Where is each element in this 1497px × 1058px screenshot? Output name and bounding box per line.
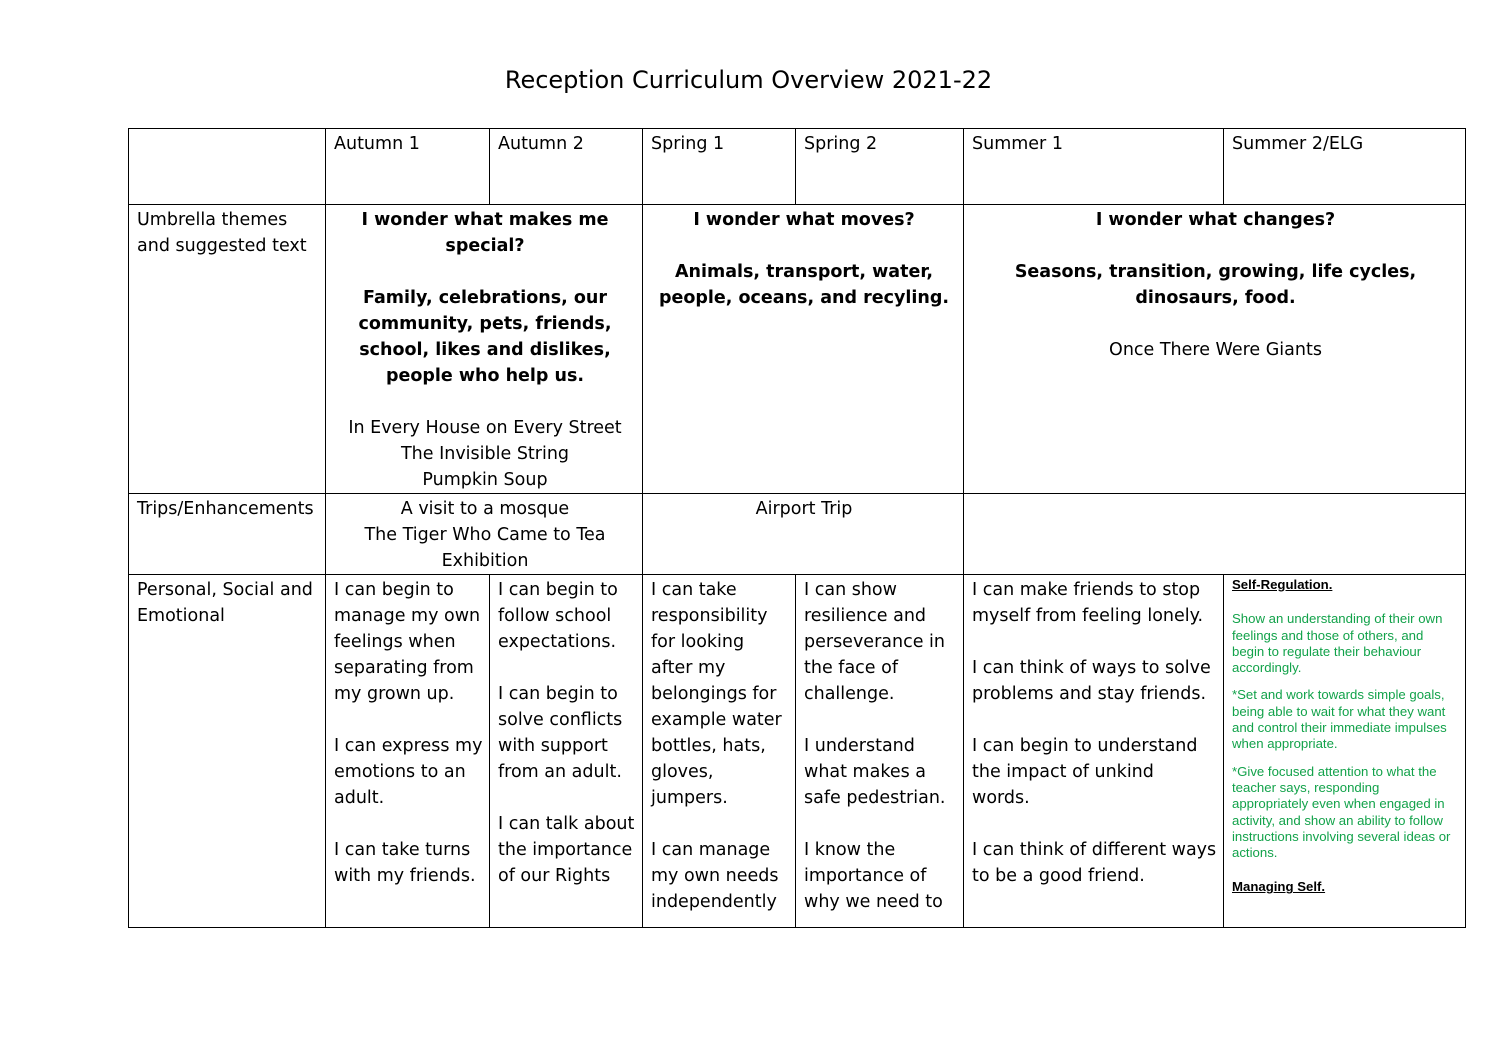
autumn-text: Pumpkin Soup: [422, 470, 548, 490]
pse-spring-2: [796, 575, 964, 928]
spring-question: I wonder what moves?: [693, 210, 915, 230]
header-autumn-2: Autumn 2: [490, 129, 643, 205]
header-spring-1: Spring 1: [643, 129, 796, 205]
statement: I can begin to follow school expectations.: [498, 580, 618, 652]
spring-topics: Animals, transport, water, people, oceans, and recyling.: [658, 262, 950, 308]
statement: I can begin to manage my own feelings when separating from my grown up.: [334, 580, 481, 704]
statement: I can take turns with my friends.: [334, 840, 476, 886]
elg-point: Show an understanding of their own feelings and those of others, and begin to regulate their behaviour accordingly.: [1232, 611, 1443, 676]
pse-autumn-2: [490, 575, 643, 928]
pse-autumn-1: [326, 575, 490, 928]
pse-summer-1: [964, 575, 1224, 928]
trip-item: A visit to a mosque: [400, 499, 570, 519]
trip-item: Airport Trip: [755, 499, 853, 519]
trips-spring: [643, 494, 964, 575]
statement: I can manage my own needs independently: [651, 840, 779, 912]
page-title: Reception Curriculum Overview 2021-22: [504, 66, 993, 94]
elg-heading: Managing Self.: [1232, 879, 1326, 895]
statement: I can talk about the importance of our Rights: [498, 814, 635, 886]
header-row: [129, 129, 1466, 205]
elg-heading: Self-Regulation.: [1232, 577, 1333, 592]
header-summer-2-elg: Summer 2/ELG: [1224, 129, 1466, 205]
trips-autumn: [326, 494, 643, 575]
umbrella-row: [129, 205, 1466, 494]
statement: I can begin to understand the impact of unkind words.: [972, 736, 1198, 808]
statement: I can think of ways to solve problems and stay friends.: [972, 658, 1211, 704]
corner-cell: [129, 129, 326, 205]
umbrella-summer: [964, 205, 1466, 494]
header-summer-1: Summer 1: [964, 129, 1224, 205]
trip-item: The Tiger Who Came to Tea Exhibition: [364, 525, 606, 571]
autumn-topics: Family, celebrations, our community, pets, friends, school, likes and dislikes, people who help us.: [358, 288, 612, 386]
pse-spring-1: [643, 575, 796, 928]
statement: I can make friends to stop myself from feeling lonely.: [972, 580, 1204, 626]
summer-topics: Seasons, transition, growing, life cycles, dinosaurs, food.: [1014, 262, 1417, 308]
statement: I can think of different ways to be a good friend.: [972, 840, 1217, 886]
autumn-text: The Invisible String: [400, 444, 570, 464]
trips-row: [129, 494, 1466, 575]
statement: I can express my emotions to an adult.: [334, 736, 483, 808]
summer-text: Once There Were Giants: [1109, 340, 1322, 360]
elg-point: *Set and work towards simple goals, being able to wait for what they want and control their immediate impulses when appropriate.: [1232, 687, 1447, 752]
pse-label: Personal, Social and Emotional: [129, 575, 326, 928]
statement: I understand what makes a safe pedestrian.: [804, 736, 946, 808]
statement: I know the importance of why we need to: [804, 840, 943, 912]
statement: I can begin to solve conflicts with support from an adult.: [498, 684, 623, 782]
trips-summer: [964, 494, 1466, 575]
header-spring-2: Spring 2: [796, 129, 964, 205]
umbrella-label: Umbrella themes and suggested text: [129, 205, 326, 494]
elg-point: *Give focused attention to what the teacher says, responding appropriately even when engaged in activity, and show an ability to follow instructions involving several ideas or actions.: [1232, 763, 1451, 861]
autumn-question: I wonder what makes me special?: [361, 210, 609, 256]
umbrella-autumn: [326, 205, 643, 494]
statement: I can show resilience and perseverance in the face of challenge.: [804, 580, 945, 704]
statement: I can take responsibility for looking after my belongings for example water bottles, hats, gloves, jumpers.: [651, 580, 782, 808]
umbrella-spring: [643, 205, 964, 494]
autumn-text: In Every House on Every Street: [348, 418, 622, 438]
trips-label: Trips/Enhancements: [129, 494, 326, 575]
pse-row: [129, 575, 1466, 928]
pse-elg: [1224, 575, 1466, 928]
header-autumn-1: Autumn 1: [326, 129, 490, 205]
curriculum-table: [128, 128, 1466, 928]
summer-question: I wonder what changes?: [1095, 210, 1336, 230]
